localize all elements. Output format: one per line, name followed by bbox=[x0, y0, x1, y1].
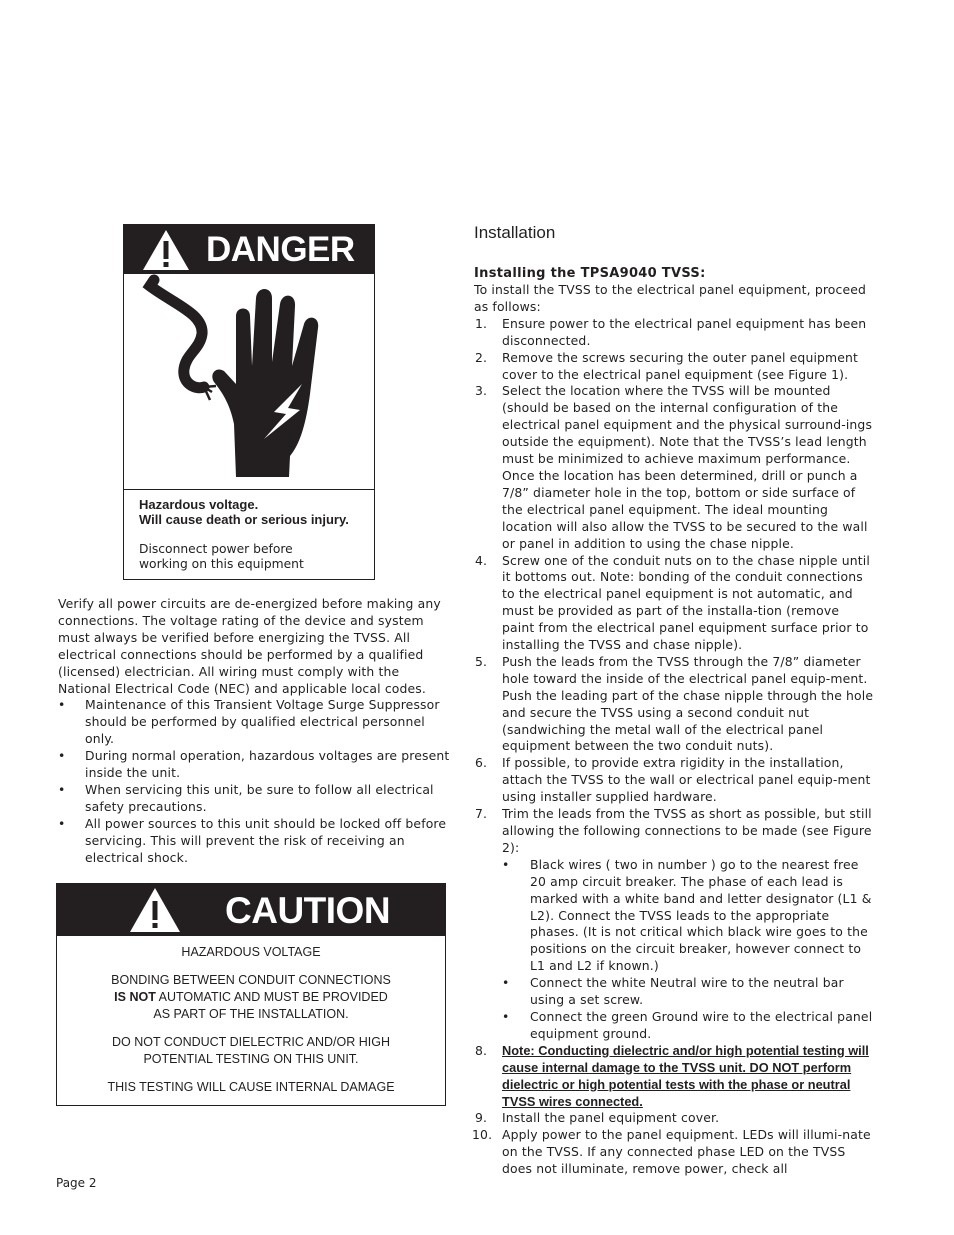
step-number: 7. bbox=[475, 806, 488, 822]
installation-intro: To install the TVSS to the electrical panel equipment, proceed as follows: bbox=[474, 282, 867, 314]
step-number: 5. bbox=[475, 653, 488, 669]
step-number: 6. bbox=[475, 755, 488, 771]
step-text: Push the leads from the TVSS through the 7/8” diameter hole toward the inside of the electrical panel equip-ment. Push the leading part of the chase nipple through the hole and secure the TVSS using a second conduit nut (sandwiching the metal wall of the electrical panel equipment between the two conduit nuts). bbox=[502, 653, 874, 754]
danger-divider bbox=[124, 489, 374, 490]
list-item bbox=[474, 1110, 874, 1127]
step-text: Screw one of the conduit nuts on to the chase nipple until it bottoms out. Note: bonding of the conduit connections to the electrical panel equipment is not automatic, and must be provided as part of the installa-tion (remove paint from the electrical panel equipment surface prior to installing the TVSS and chase nipple). bbox=[502, 552, 870, 653]
caution-testing bbox=[57, 1034, 445, 1068]
danger-header bbox=[124, 225, 374, 274]
list-item bbox=[474, 1127, 874, 1178]
step-text: Select the location where the TVSS will be mounted (should be based on the internal configuration of the electrical panel equipment and the physical surround-ings outside the equipment). Note that the TVSS’s lead length must be minimized to achieve maximum performance. Once the location has been determined, drill or punch a 7/8” diameter hole in the top, bottom or side surface of the electrical panel equipment. The ideal mounting location will also allow the TVSS to be secured to the wall or panel in addition to using the chase nipple. bbox=[502, 383, 873, 551]
caution-bonding bbox=[57, 972, 445, 1023]
danger-instruction-line2: working on this equipment bbox=[139, 557, 304, 571]
caution-bonding-emphasis: IS NOT bbox=[114, 990, 156, 1004]
safety-intro: Verify all power circuits are de-energized before making any connections. The voltage rating of the device and system must always be verified before energizing the TVSS. All electrical connections should be performed by a qualified (licensed) electrician. All wiring must comply with the National Electrical Code (NEC) and applicable local codes. bbox=[58, 596, 441, 696]
list-item bbox=[474, 654, 874, 755]
safety-text bbox=[58, 596, 453, 867]
subsection-title: Installing the TPSA9040 TVSS: bbox=[474, 266, 706, 281]
list-item: • During normal operation, hazardous voltages are present inside the unit. bbox=[58, 748, 453, 782]
step-number: 9. bbox=[475, 1110, 488, 1126]
step-number: 4. bbox=[475, 552, 488, 568]
danger-message bbox=[139, 497, 349, 572]
caution-signal-word: CAUTION bbox=[225, 890, 391, 931]
step-number: 3. bbox=[475, 383, 488, 399]
list-item bbox=[474, 553, 874, 654]
step-number: 10. bbox=[472, 1127, 493, 1143]
list-item: • Connect the green Ground wire to the electrical panel equipment ground. bbox=[502, 1009, 874, 1043]
step-text: Install the panel equipment cover. bbox=[502, 1110, 720, 1126]
list-item: • Black wires ( two in number ) go to the nearest free 20 amp circuit breaker. The phase of each lead is marked with a white band and letter designator (L1 & L2). Connect the TVSS leads to the appropriate phases. (It is not critical which black wire goes to the positions on the circuit breaker, however connect to L1 and L2 if known.) bbox=[502, 857, 874, 975]
list-item bbox=[474, 350, 874, 384]
list-item bbox=[474, 383, 874, 552]
danger-instruction-line1: Disconnect power before bbox=[139, 542, 293, 556]
caution-header bbox=[57, 884, 445, 936]
step-text: Remove the screws securing the outer panel equipment cover to the electrical panel equipment (see Figure 1). bbox=[502, 349, 859, 382]
step-text: Apply power to the panel equipment. LEDs will illumi-nate on the TVSS. If any connected phase LED on the TVSS does not illuminate, remove power, check all bbox=[502, 1127, 871, 1177]
danger-consequence: Will cause death or serious injury. bbox=[139, 512, 349, 527]
step-text: Ensure power to the electrical panel equipment has been disconnected. bbox=[502, 315, 867, 348]
caution-bonding-line1: BONDING BETWEEN CONDUIT CONNECTIONS bbox=[111, 973, 391, 987]
testing-warning-note: Note: Conducting dielectric and/or high potential testing will cause internal damage to the TVSS unit. DO NOT perform dielectric or high potential tests with the phase or neutral TVSS wires connected. bbox=[502, 1042, 869, 1109]
installation-steps bbox=[474, 316, 874, 1178]
list-item bbox=[474, 1043, 874, 1111]
list-item: • Maintenance of this Transient Voltage Surge Suppressor should be performed by qualified electrical personnel only. bbox=[58, 697, 453, 748]
installation-section bbox=[474, 222, 874, 1178]
step-number: 2. bbox=[475, 349, 488, 365]
caution-damage: THIS TESTING WILL CAUSE INTERNAL DAMAGE bbox=[107, 1080, 395, 1094]
warning-triangle-icon bbox=[142, 229, 190, 271]
list-item: • All power sources to this unit should be locked off before servicing. This will prevent the risk of receiving an electrical shock. bbox=[58, 816, 453, 867]
caution-testing-line2: POTENTIAL TESTING ON THIS UNIT. bbox=[143, 1052, 359, 1066]
list-item: • When servicing this unit, be sure to follow all electrical safety precautions. bbox=[58, 782, 453, 816]
step-number: 8. bbox=[475, 1042, 488, 1058]
warning-triangle-icon bbox=[129, 887, 181, 933]
section-title: Installation bbox=[474, 223, 556, 242]
danger-hazard: Hazardous voltage. bbox=[139, 497, 259, 512]
danger-signal-word: DANGER bbox=[206, 230, 355, 269]
caution-hazard: HAZARDOUS VOLTAGE bbox=[181, 945, 321, 959]
step-text: Trim the leads from the TVSS as short as possible, but still allowing the following connections to be made (see Figure 2): bbox=[502, 806, 872, 855]
page-number: Page 2 bbox=[56, 1176, 97, 1190]
list-item bbox=[474, 316, 874, 350]
electric-shock-hand-icon bbox=[124, 274, 374, 489]
caution-bonding-line2: AUTOMATIC AND MUST BE PROVIDED bbox=[155, 990, 388, 1004]
caution-message bbox=[57, 944, 445, 1107]
caution-testing-line1: DO NOT CONDUCT DIELECTRIC AND/OR HIGH bbox=[111, 1035, 391, 1049]
list-item: • Connect the white Neutral wire to the neutral bar using a set screw. bbox=[502, 975, 874, 1009]
caution-sign bbox=[56, 883, 446, 1106]
list-item bbox=[474, 755, 874, 806]
caution-bonding-line3: AS PART OF THE INSTALLATION. bbox=[153, 1007, 349, 1021]
list-item bbox=[474, 806, 874, 1043]
connection-bullet-list bbox=[502, 857, 874, 1043]
safety-bullet-list bbox=[58, 697, 453, 866]
step-text: If possible, to provide extra rigidity in the installation, attach the TVSS to the wall or electrical panel equip-ment using installer supplied hardware. bbox=[502, 755, 871, 805]
danger-sign bbox=[123, 224, 375, 580]
step-number: 1. bbox=[475, 315, 488, 331]
installation-text bbox=[474, 282, 874, 1178]
